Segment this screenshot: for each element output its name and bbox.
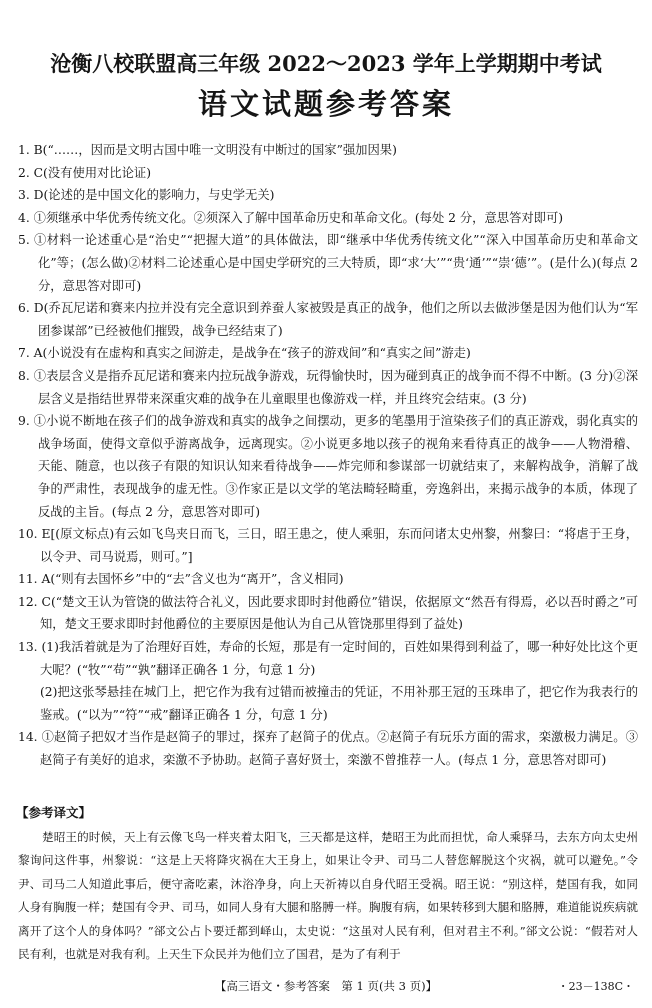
answer-item-14: 14. ①赵简子把奴才当作是赵简子的罪过，探弃了赵简子的优点。②赵简子有玩乐方面的需求，栾激极力满足。③赵简子有美好的追求，栾激不予协助。赵简子喜好贤士，栾激不曾推荐一人。(每点 1 分，意思答对即可) [18, 730, 638, 768]
answer-list [18, 139, 638, 772]
exam-title: 沧衡八校联盟高三年级 2022～2023 学年上学期期中考试 [50, 51, 602, 76]
answer-item-9: 9. ①小说不断地在孩子们的战争游戏和真实的战争之间摆动，更多的笔墨用于渲染孩子们的真正游戏，弱化真实的战争场面，使得文章似乎游离战争，远离现实。②小说更多地以孩子的视角来看待真正的战争——人物滑稽、天能、随意，也以孩子有限的知识认知来看待战争——炸完师和参谋部一切就结束了，来解构战争，消解了战争的严肃性，表现战争的虚无性。③作家正是以文学的笔法畸轻畸重，旁逸斜出，来揭示战争的本质，体现了反战的主旨。(每点 2 分，意思答对即可) [18, 414, 638, 519]
document-title: 语文试题参考答案 [197, 87, 454, 121]
reference-translation-heading: 【参考译文】 [16, 805, 92, 820]
answer-item-6: 6. D(乔瓦尼诺和赛来内拉并没有完全意识到养蚕人家被毁是真正的战争，他们之所以去做涉堡是因为他们认为“军团参谋部”已经被他们摧毁，战争已经结束了) [18, 301, 638, 338]
page-footer: 【高三语文・参考答案 第 1 页(共 3 页)】 [214, 979, 438, 993]
answer-item-2: 2. C(没有使用对比论证) [18, 165, 152, 180]
answer-item-8: 8. ①表层含义是指乔瓦尼诺和赛来内拉玩战争游戏，玩得愉快时，因为碰到真正的战争而不得不中断。(3 分)②深层含义是指结世界带来深重灾难的战争在儿童眼里也像游戏一样，并且终究会结束。(3 分) [18, 368, 638, 406]
answer-item-12: 12. C(“楚文王认为管饶的做法符合礼义，因此要求即时封他爵位”错误，依据原文“然吾有得焉，必以吾时爵之”可知，楚文王要求即时封他爵位的主要原因是他认为自己从管饶那里得到了益处) [18, 594, 638, 632]
answer-item-5: 5. ①材料一论述重心是“治史”“把握大道”的具体做法，即“继承中华优秀传统文化”“深入中国革命历史和革命文化”等；(怎么做)②材料二论述重心是中国史学研究的三大特质，即“求‘大’”“贵‘通’”“崇‘德’”。(是什么)(每点 2 分，意思答对即可) [18, 233, 638, 293]
answer-item-13-part-1: 13. (1)我活着就是为了治理好百姓，寿命的长短，那是有一定时间的，百姓如果得到利益了，哪一种好处比这个更大呢？(“牧”“苟”“孰”翻译正确各 1 分，句意 1 分) [18, 640, 638, 677]
answer-item-4: 4. ①须继承中华优秀传统文化。②须深入了解中国革命历史和革命文化。(每处 2 分，意思答对即可) [18, 210, 564, 225]
document-code: ・23－138C・ [557, 980, 634, 993]
answer-item-1: 1. B(“……，因而是文明古国中唯一文明没有中断过的国家”强加因果) [18, 143, 397, 157]
answer-item-11: 11. A(“则有去国怀乡”中的“去”含义也为“离开”，含义相同) [18, 572, 344, 587]
answer-item-7: 7. A(小说没有在虚构和真实之间游走，是战争在“孩子的游戏间”和“真实之间”游走) [18, 346, 471, 361]
answer-item-13-part-2: (2)把这张琴悬挂在城门上，把它作为我有过错而被撞击的凭证，不用补那王冠的玉珠串了，把它作为我表行的鉴戒。(“以为”“符”“戒”翻译正确各 1 分，句意 1 分) [40, 685, 638, 722]
answer-item-10: 10. E[(原文标点)有云如飞鸟夹日而飞，三日，昭王患之，使人乘驲，东而问诸太史州黎，州黎曰：“将虐于王身，以令尹、司马说焉，则可。”] [18, 527, 638, 564]
answer-item-3: 3. D(论述的是中国文化的影响力，与史学无关) [18, 188, 275, 203]
reference-translation-text: 楚昭王的时候，天上有云像飞鸟一样夹着太阳飞，三天都是这样，楚昭王为此而担忧，命人乘驿马，去东方向太史州黎询问这件事，州黎说：“这是上天将降灾祸在大王身上，如果让令尹、司马二人替您解脱这个灾祸，就可以避免。”令尹、司马二人知道此事后，便守斋吃素，沐浴净身，向上天祈祷以自身代昭王受祸。昭王说：“别这样，楚国有我，如同人身有胸腹一样；楚国有令尹、司马，如同人身有大腿和胳膊一样。胸腹有病，如果转移到大腿和胳膊，难道能说疾病就离开了这个人的身体吗？”郤文公占卜要迁都到峄山，太史说：“这虽对人民有利，但对君主不利。”郤文公说：“假若对人民有利，也就是对我有利。上天生下众民并为他们立了国君，是为了有利于 [18, 830, 638, 962]
